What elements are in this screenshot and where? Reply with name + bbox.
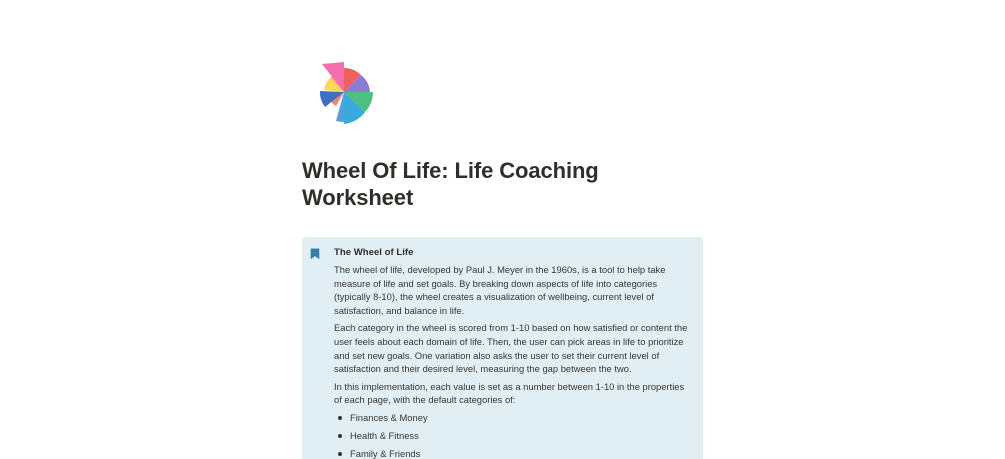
- callout-paragraph: The wheel of life, developed by Paul J. Meyer in the 1960s, is a tool to help take measure of life and set goals. By breaking down aspects of life into categories (typically 8-10), the wheel creates a visualization of wellbeing, current level of satisfaction, and balance in life.: [334, 264, 666, 316]
- page-title: Wheel Of Life: Life Coaching Worksheet: [302, 158, 599, 210]
- list-item: [334, 429, 691, 443]
- list-item-label: Family & Friends: [350, 447, 421, 459]
- bullet-icon: [338, 434, 342, 438]
- list-item-label: Finances & Money: [350, 411, 428, 423]
- callout-paragraph: In this implementation, each value is set as a number between 1-10 in the properties of each page, with the default categories of:: [334, 380, 685, 406]
- callout-block: [302, 237, 703, 459]
- callout-paragraph: Each category in the wheel is scored from 1-10 based on how satisfied or content the user feels about each domain of life. Then, the user can pick areas in life to prioritize and set new goals. One variation also asks the user to set their current level of satisfaction and their desired level, measuring the gap between the two.: [334, 322, 688, 375]
- bookmark-icon: [310, 247, 326, 459]
- category-list: [334, 411, 691, 459]
- wheel-of-life-graphic: [312, 60, 376, 124]
- bullet-icon: [338, 452, 342, 456]
- list-item: [334, 411, 691, 425]
- list-item-label: Health & Fitness: [350, 429, 419, 441]
- callout-title: The Wheel of Life: [334, 247, 414, 258]
- list-item: [334, 447, 691, 459]
- bullet-icon: [338, 416, 342, 420]
- callout-body: [334, 245, 691, 459]
- wheel-of-life-icon[interactable]: [312, 60, 376, 124]
